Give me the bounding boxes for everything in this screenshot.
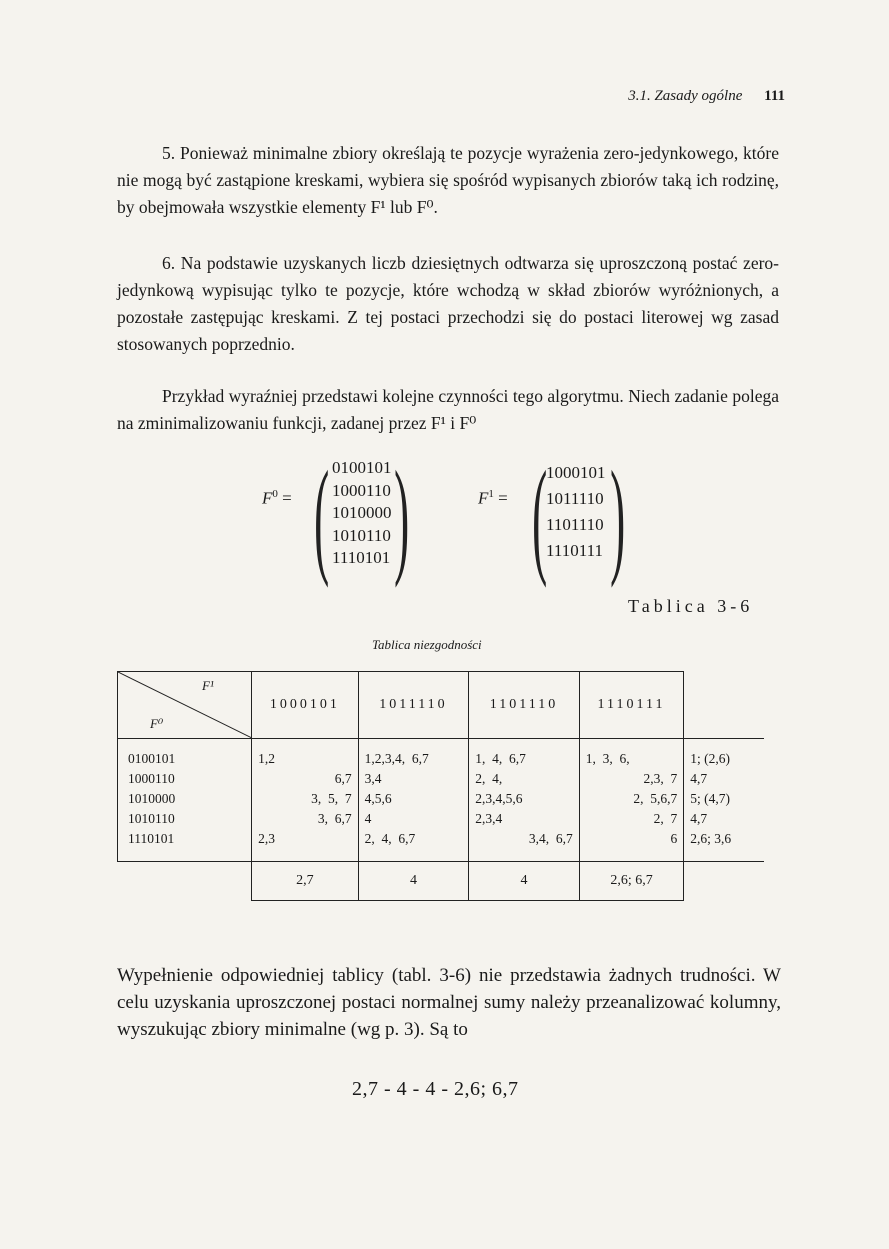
matrix-row: 1101110	[546, 515, 604, 534]
empty-header-cell	[684, 672, 764, 739]
table-cell: 4,7	[690, 771, 708, 786]
table-cell: 1; (2,6)	[690, 751, 731, 766]
final-paragraph: Wypełnienie odpowiedniej tablicy (tabl. 3-6) nie przedstawia żadnych trudności. W celu uzyskania uproszczonej postaci normalnej sumy należy przeanalizować kolumny, wyszukując zbiory minimalne (wg p. 3). Są to	[117, 965, 781, 1040]
footer-cell: 2,6; 6,7	[579, 862, 684, 901]
row-header: 1000110	[128, 771, 175, 786]
table-corner-cell	[118, 672, 252, 739]
table-column-3	[469, 739, 579, 862]
matrix-f1-rows	[546, 460, 606, 564]
incompatibility-table	[117, 671, 764, 901]
matrix-f1-equals: =	[498, 488, 508, 508]
diagonal-line	[118, 672, 252, 738]
table-cell: 2,6; 3,6	[690, 831, 732, 846]
right-paren: )	[394, 445, 410, 589]
table-cell: 4,5,6	[364, 791, 392, 806]
table-cell: 3, 6,7	[317, 811, 352, 826]
left-paren: (	[314, 445, 330, 589]
table-cell: 2, 5,6,7	[633, 791, 678, 806]
footer-blank-cell	[684, 862, 764, 901]
table-cell: 3, 5, 7	[311, 791, 352, 806]
table-column-1	[252, 739, 359, 862]
matrix-row: 1110111	[546, 541, 603, 560]
page-header	[628, 88, 785, 105]
left-paren: (	[532, 445, 548, 589]
page-number: 111	[764, 88, 785, 104]
row-header: 1010000	[128, 791, 176, 806]
matrix-row: 1011110	[546, 489, 604, 508]
paragraph-step-5: 5. Ponieważ minimalne zbiory określają te pozycje wyrażenia zero-jedynkowego, które nie mogą być zastąpione kreskami, wybiera się spośród wypisanych zbiorów taką ich rodzinę, by obejmowała wszystkie elementy F¹ lub F⁰.	[117, 143, 779, 217]
table-cell: 2, 4, 6,7	[364, 831, 416, 846]
column-header: 1000101	[252, 672, 359, 739]
table-column-4	[579, 739, 684, 862]
footer-cell: 4	[358, 862, 469, 901]
matrix-row: 1000101	[546, 463, 606, 482]
corner-f0-label: F⁰	[150, 716, 164, 731]
matrix-row: 1000110	[332, 480, 391, 500]
result-formula: 2,7 - 4 - 4 - 2,6; 6,7	[352, 1078, 519, 1100]
table-cell: 1,2	[258, 751, 275, 766]
corner-f1-label: F¹	[202, 678, 214, 693]
matrix-row: 1010110	[332, 525, 391, 545]
matrix-f0-label: F	[262, 488, 273, 508]
table-column-2	[358, 739, 469, 862]
table-footer-row	[118, 862, 765, 901]
table-cell: 2,3	[258, 831, 275, 846]
row-header: 1010110	[128, 811, 175, 826]
running-title: 3.1. Zasady ogólne	[628, 88, 743, 104]
column-header: 1101110	[469, 672, 579, 739]
table-cell: 2, 7	[653, 811, 678, 826]
row-header: 1110101	[128, 831, 175, 846]
row-header: 0100101	[128, 751, 176, 766]
matrix-f0-rows	[332, 457, 392, 570]
table-cell: 4	[364, 811, 372, 826]
matrix-f0-sup: 0	[272, 488, 278, 500]
table-number: Tablica 3-6	[628, 596, 754, 616]
matrix-f1-sup: 1	[488, 488, 494, 500]
matrix-row: 1010000	[332, 503, 392, 522]
table-column-5	[684, 739, 764, 862]
row-header-column	[118, 739, 252, 862]
table-cell: 2,3, 7	[643, 771, 678, 786]
table-cell: 4,7	[690, 811, 708, 826]
matrix-row: 0100101	[332, 458, 392, 477]
column-header: 1110111	[579, 672, 684, 739]
column-header: 1011110	[358, 672, 469, 739]
footer-cell: 4	[469, 862, 579, 901]
table-cell: 3,4, 6,7	[528, 831, 573, 846]
right-paren: )	[610, 445, 626, 589]
paragraph-example: Przykład wyraźniej przedstawi kolejne czynności tego algorytmu. Niech zadanie polega na zminimalizowaniu funkcji, zadanej przez F¹ i F⁰	[117, 386, 779, 433]
table-cell: 5; (4,7)	[690, 791, 731, 806]
table-cell: 6	[670, 831, 678, 846]
table-cell: 2,3,4,5,6	[475, 791, 523, 806]
table-body-row	[118, 739, 765, 862]
table-cell: 1,2,3,4, 6,7	[364, 751, 429, 766]
table-cell: 2, 4,	[475, 771, 503, 786]
table-header-row	[118, 672, 765, 739]
footer-blank-cell	[118, 862, 252, 901]
table-cell: 2,3,4	[475, 811, 503, 826]
table-cell: 1, 4, 6,7	[475, 751, 526, 766]
matrix-f1-label: F	[478, 488, 489, 508]
matrix-f0-equals: =	[282, 488, 292, 508]
table-cell: 1, 3, 6,	[585, 751, 630, 766]
paragraph-step-6: 6. Na podstawie uzyskanych liczb dziesiętnych odtwarza się uproszczoną postać zero-jedynkową wypisując tylko te pozycje, które wchodzą w skład zbiorów wyróżnionych, a pozostałe zastępując kreskami. Z tej postaci przechodzi się do postaci literowej wg zasad stosowanych poprzednio.	[117, 253, 779, 354]
table-caption: Tablica niezgodności	[372, 637, 482, 652]
matrix-row: 1110101	[332, 548, 391, 567]
table-cell: 6,7	[334, 771, 352, 786]
table-cell: 3,4	[364, 771, 382, 786]
footer-cell: 2,7	[252, 862, 359, 901]
